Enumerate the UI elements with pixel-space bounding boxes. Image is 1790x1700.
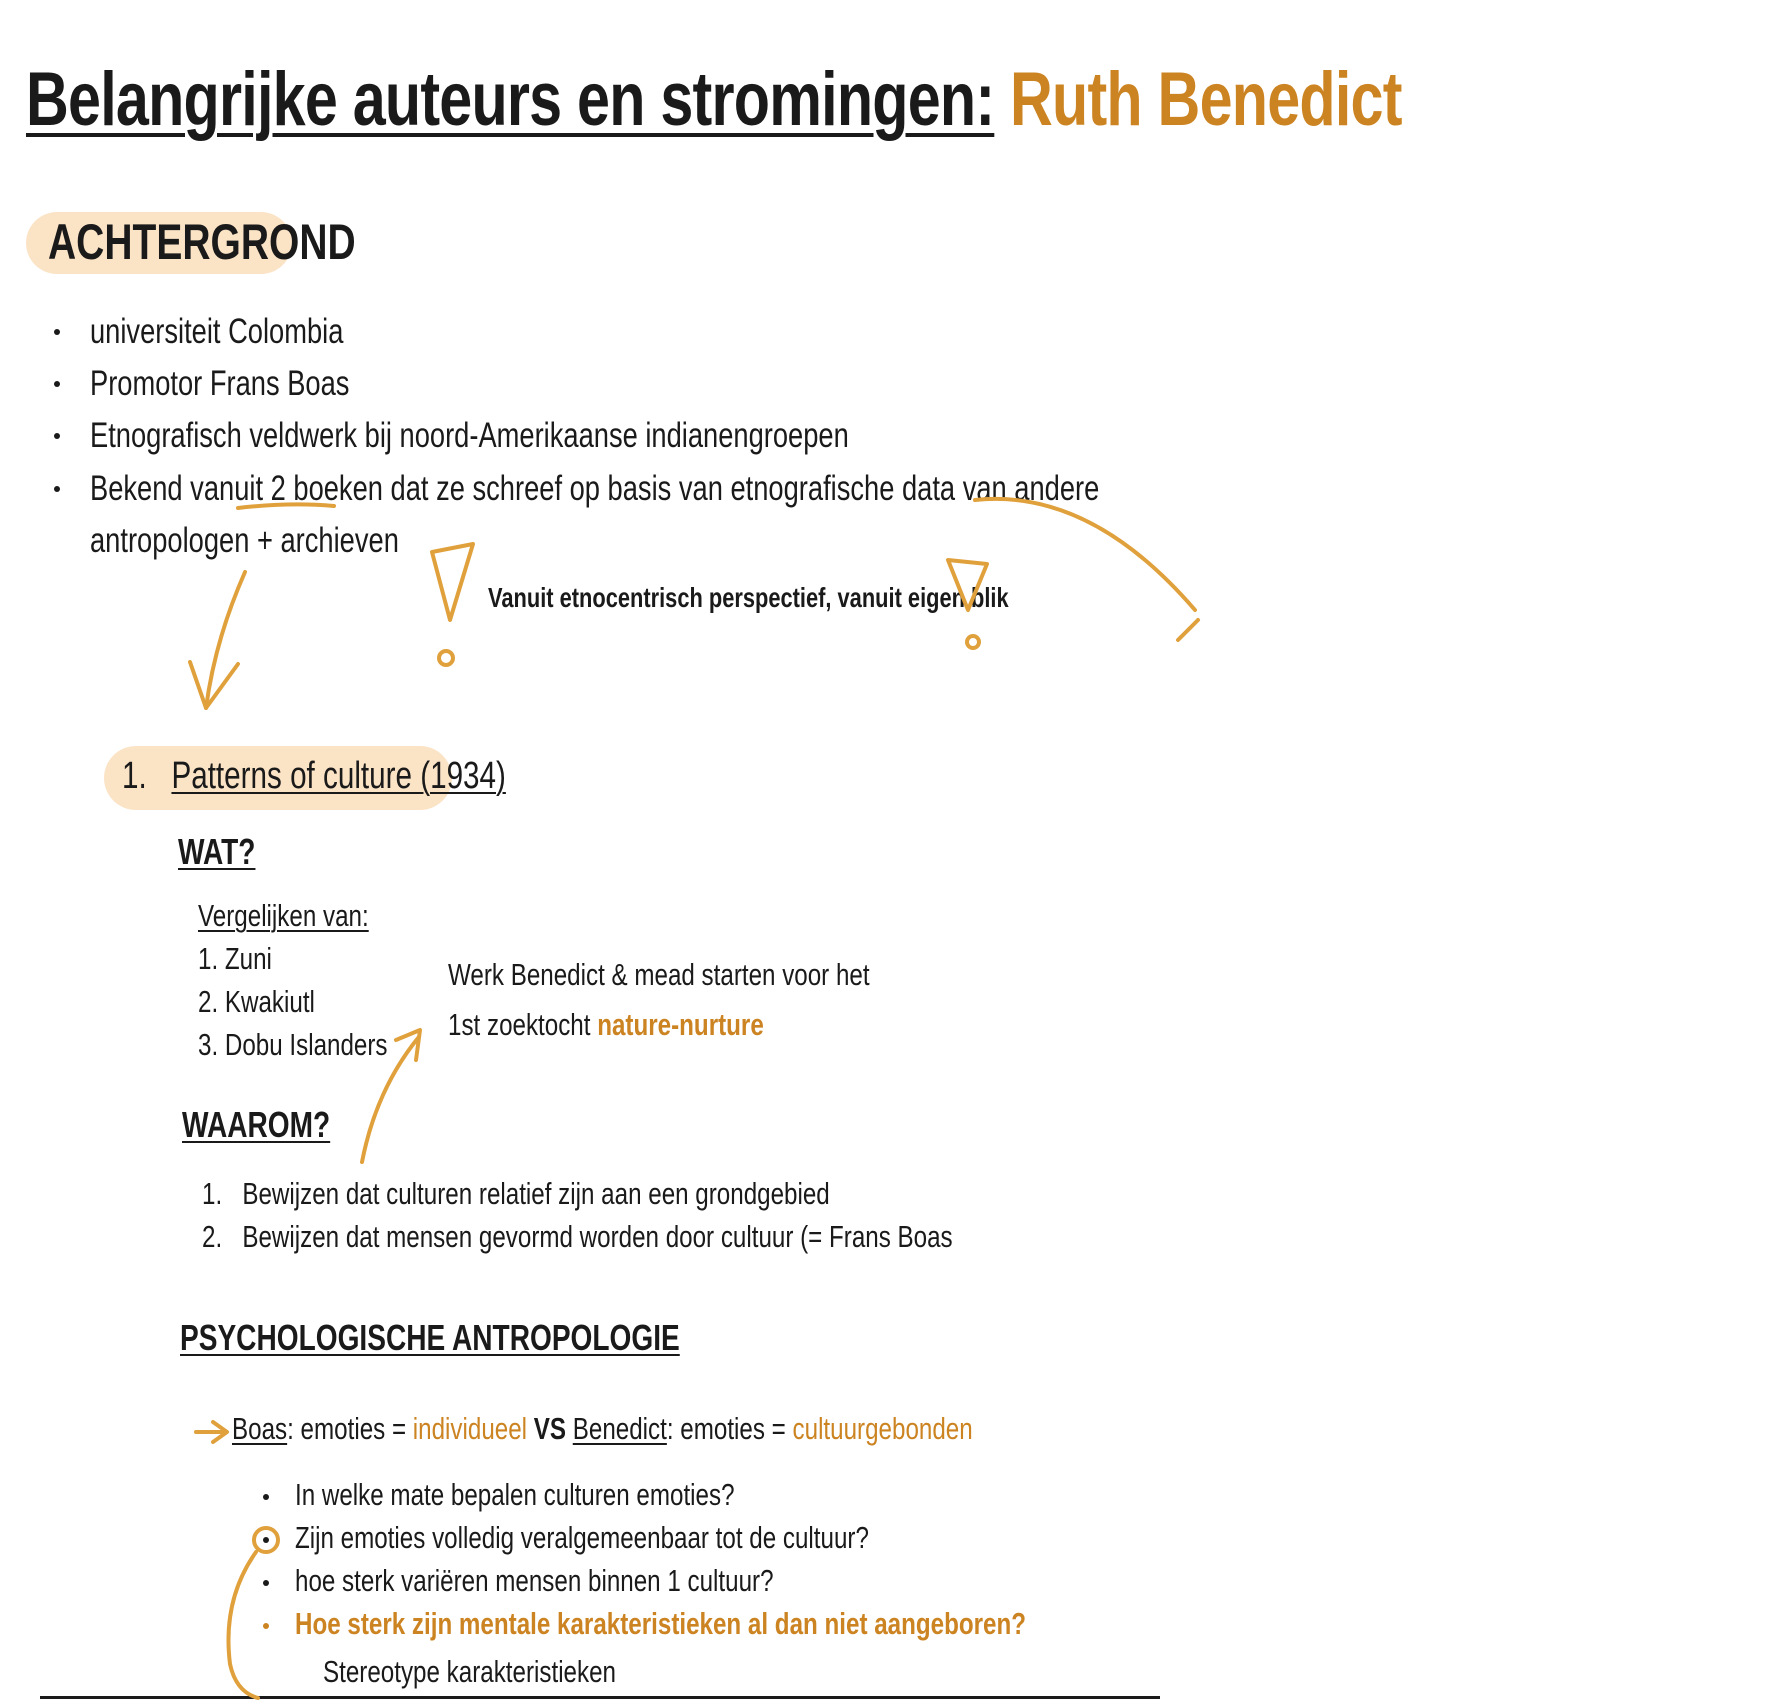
waarom-item-1: 1. Bewijzen dat culturen relatief zijn aan een grondgebied (202, 1176, 830, 1211)
stereotype-note: Stereotype karakteristieken (323, 1654, 616, 1689)
nature-nurture: nature-nurture (597, 1007, 764, 1042)
psych-question-1: In welke mate bepalen culturen emoties? (295, 1477, 735, 1512)
curved-link (228, 1552, 258, 1698)
achtergrond-bullet-4: Bekend vanuit 2 boeken dat ze schreef op basis van etnografische data van andere (90, 469, 1100, 508)
wat-subheading: Vergelijken van: (198, 898, 369, 933)
achtergrond-bullet-1: universiteit Colombia (90, 312, 344, 351)
down-arrow (206, 572, 245, 708)
psych-question-3: hoe sterk variëren mensen binnen 1 cultuur? (295, 1563, 774, 1598)
two-books-underline (238, 504, 334, 508)
arrow-to-side-note-head (396, 1030, 420, 1060)
title-main: Belangrijke auteurs en stromingen: (26, 57, 995, 142)
arrow-to-side-note (362, 1038, 418, 1162)
two-books-emphasis: 2 boeken (270, 469, 383, 508)
achtergrond-bullet-4-cont: antropologen + archieven (90, 521, 399, 560)
achtergrond-heading: ACHTERGROND (48, 214, 356, 270)
wat-item-2: 2. Kwakiutl (198, 984, 315, 1019)
waarom-heading: WAAROM? (182, 1104, 331, 1145)
achtergrond-bullet-3: Etnografisch veldwerk bij noord-Amerikaanse indianengroepen (90, 416, 849, 455)
side-note-line-1: Werk Benedict & mead starten voor het (448, 957, 870, 992)
wat-heading: WAT? (178, 831, 256, 872)
curved-arrow-right-head (1178, 620, 1198, 640)
psych-key-question: Hoe sterk zijn mentale karakteristieken al dan niet aangeboren? (295, 1606, 1027, 1641)
warning-icon-left-dot (439, 651, 453, 665)
circled-bullet (254, 1528, 278, 1552)
warning-note: Vanuit etnocentrisch perspectief, vanuit eigen blik (488, 582, 1009, 613)
warning-icon-right-dot (967, 636, 979, 648)
warning-icon-right (948, 560, 987, 610)
book1-title: 1. Patterns of culture (1934) (122, 755, 506, 797)
boas-vs-benedict: Boas: emoties = individueel VS Benedict: emoties = cultuurgebonden (232, 1411, 973, 1446)
warning-icon-left (432, 544, 473, 620)
curved-arrow-right (975, 499, 1195, 610)
wat-item-3: 3. Dobu Islanders (198, 1027, 388, 1062)
waarom-item-2: 2. Bewijzen dat mensen gevormd worden door cultuur (= Frans Boas (202, 1219, 953, 1254)
title-author: Ruth Benedict (1010, 57, 1402, 142)
achtergrond-bullet-2: Promotor Frans Boas (90, 364, 350, 403)
psych-question-2: Zijn emoties volledig veralgemeenbaar tot de cultuur? (295, 1520, 869, 1555)
wat-item-1: 1. Zuni (198, 941, 272, 976)
side-note-line-2: 1st zoektocht nature-nurture (448, 1007, 764, 1042)
psych-heading: PSYCHOLOGISCHE ANTROPOLOGIE (180, 1317, 680, 1358)
